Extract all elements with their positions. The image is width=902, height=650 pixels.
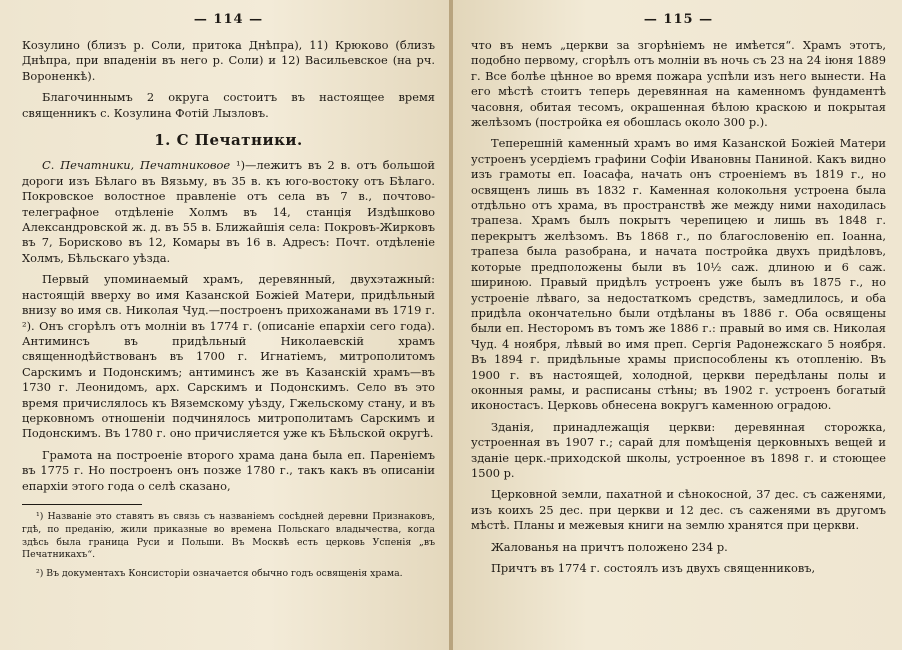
right-page-body: [471, 38, 886, 576]
paragraph-2: Теперешній каменный храмъ во имя Казанской Божіей Матери устроенъ усердіемъ графини Софіи Ивановны Паниной. Какъ видно изъ грамоты еп. Іоасафа, начать онъ строеніемъ въ 1819 г., но освященъ лишь въ 1832 г. Каменная колокольня устроена была отдѣльно отъ храма, въ пространствѣ же между ними находилась трапеза. Храмъ былъ покрытъ черепицею и лишь въ 1848 г. перекрытъ желѣзомъ. Въ 1868 г., по благословенію еп. Іоанна, трапеза была разобрана, и начата постройка двухъ придѣловъ, которые предположены были въ 10½ саж. длиною и 6 саж. шириною. Правый придѣлъ устроенъ уже былъ въ 1875 г., но устроеніе лѣваго, за недостаткомъ средствъ, замедлилось, и оба придѣла окончательно были отдѣланы въ 1886 г. Оба освящены были еп. Несторомъ въ томъ же 1886 г.: правый во имя св. Николая Чуд. 4 ноября, лѣвый во имя преп. Сергія Радонежскаго 5 ноября. Въ 1894 г. придѣльные храмы приспособлены къ отопленію. Въ 1900 г. въ настоящей, холодной, церкви передѣланы полы и оконныя рамы, и расписаны стѣны; въ 1902 г. устроенъ богатый иконостасъ. Церковь обнесена вокругъ каменною оградою.: [471, 136, 886, 413]
paragraph-6: Причтъ въ 1774 г. состоялъ изъ двухъ священниковъ,: [491, 561, 816, 575]
page-number-left: — 114 —: [193, 12, 264, 27]
right-page: [453, 0, 902, 650]
paragraph-3: Зданія, принадлежащія церкви: деревянная сторожка, устроенная въ 1907 г.; сарай для помѣщенія церковныхъ вещей и зданіе церк.-приходской школы, устроенное въ 1898 г. и стоющее 1500 р.: [471, 419, 886, 480]
left-page-body: [22, 38, 435, 581]
churches-paragraph: Первый упоминаемый храмъ, деревянный, двухэтажный: настоящій вверху во имя Казанской Божіей Матери, придѣльный внизу во имя св. Николая Чуд.—построенъ прихожанами въ 1719 г. ²). Онъ сгорѣлъ отъ молніи въ 1774 г. (описаніе епархіи сего года). Антиминсъ въ придѣльный Николаевскій храмъ священнодѣйствованъ въ 1700 г. Игнатіемъ, митрополитомъ Сарскимъ и Подонскимъ; антиминсъ же въ Казанскій храмъ—въ 1730 г. Леонидомъ, арх. Сарскимъ и Подонскимъ. Село въ это время причислялось къ Вяземскому уѣзду, Гжельскому стану, и въ церковномъ отношеніи подчинялось митрополитамъ Сарскимъ и Подонскимъ. Въ 1780 г. оно причисляется уже къ Бѣльской округѣ.: [22, 272, 435, 441]
footnote-1: ¹) Названіе это ставятъ въ связь съ названіемъ сосѣдней деревни Признаковъ, гдѣ, по преданію, жили приказные во времена Польскаго владычества, когда здѣсь была граница Руси и Польши. Въ Москвѣ есть церковь Успенія „въ Печатникахъ“.: [22, 510, 435, 561]
dean-paragraph: Благочиннымъ 2 округа состоитъ въ настоящее время священникъ с. Козулина Фотій Лызловъ.: [22, 90, 435, 120]
location-paragraph: [22, 158, 435, 266]
section-heading: 1. С Печатники.: [154, 131, 303, 150]
paragraph-1: что въ немъ „церкви за згорѣніемъ не имѣется“. Храмъ этотъ, подобно первому, сгорѣлъ отъ молніи въ ночь съ 23 на 24 іюня 1889 г. Все болѣе цѣнное во время пожара успѣли изъ него вынести. На его мѣстѣ стоитъ теперь деревянная на каменномъ фундаментѣ часовня, обитая тесомъ, окрашенная бѣлою краскою и покрытая желѣзомъ (постройка ея обошлась около 300 р.).: [471, 38, 886, 130]
top-paragraph: Козулино (близъ р. Соли, притока Днѣпра), 11) Крюково (близъ Днѣпра, при впаденіи въ него р. Соли) и 12) Васильевское (на рч. Вороненкѣ).: [22, 38, 435, 83]
paragraph-5: Жалованья на причтъ положено 234 р.: [491, 539, 728, 554]
page-number-right: — 115 —: [643, 12, 714, 27]
paragraph-4: Церковной земли, пахатной и сѣнокосной, 37 дес. съ саженями, изъ коихъ 25 дес. при церкви и 12 дес. съ саженями въ другомъ мѣстѣ. Планы и межевыя книги на землю хранятся при церкви.: [471, 487, 886, 533]
footnote-2: ²) Въ документахъ Консисторіи означается обычно годъ освященія храма.: [36, 568, 403, 580]
village-name: С. Печатники, Печатниковое: [42, 158, 231, 173]
location-text: ¹)—лежитъ въ 2 в. отъ большой дороги изъ Бѣлаго въ Вязьму, въ 35 в. къ юго-востоку отъ Бѣлаго. Покровское волостное правленіе отъ села въ 7 в., почтово-телеграфное отдѣленіе Холмъ въ 14, станція Издѣшково Александровской ж. д. въ 55 в. Ближайшія села: Покровъ-Жирковъ въ 7, Борисково въ 12, Комары въ 16 в. Адресъ: Почт. отдѣленіе Холмъ, Бѣльскаго уѣзда.: [22, 158, 435, 265]
left-page: [0, 0, 449, 650]
footnote-separator: [22, 504, 142, 505]
charter-paragraph: Грамота на построеніе второго храма дана была еп. Пареніемъ въ 1775 г. Но построенъ онъ позже 1780 г., такъ какъ въ описаніи епархіи этого года о селѣ сказано,: [22, 447, 435, 493]
